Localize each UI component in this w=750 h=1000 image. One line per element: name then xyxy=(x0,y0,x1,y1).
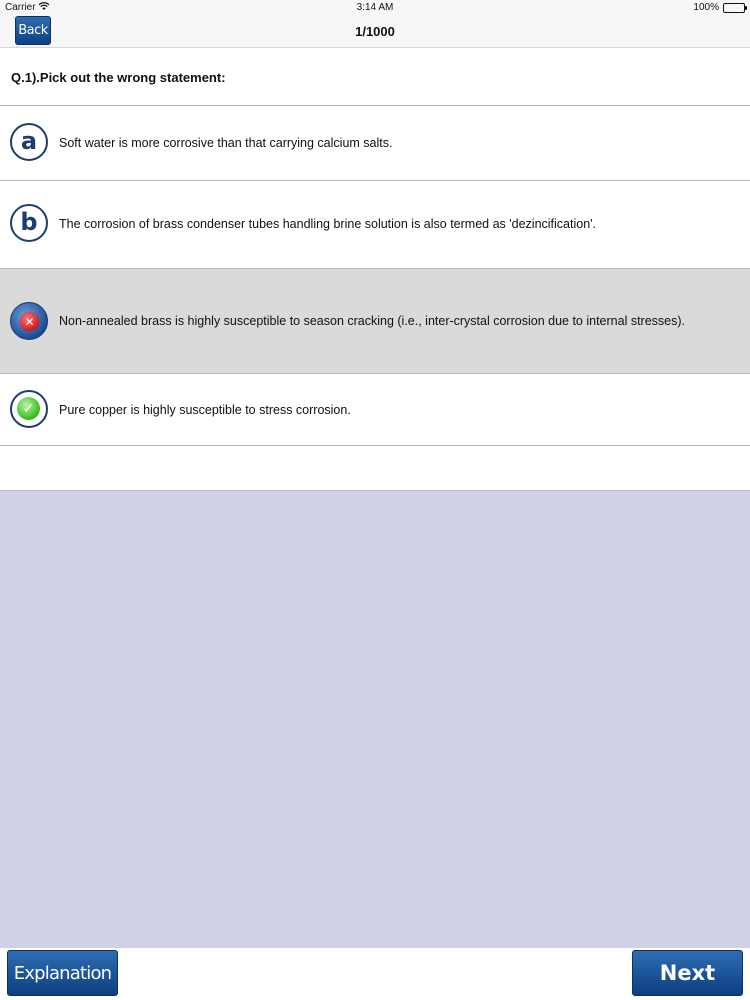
correct-answer-icon: ✓ xyxy=(10,390,48,428)
option-b-text: The corrosion of brass condenser tubes handling brine solution is also termed as 'dezincification'. xyxy=(59,217,597,231)
option-a-text: Soft water is more corrosive than that carrying calcium salts. xyxy=(59,136,393,150)
wrong-answer-icon: ✕ xyxy=(10,302,48,340)
option-c[interactable] xyxy=(0,269,750,374)
blank-row xyxy=(0,446,750,491)
letter-b-icon: b xyxy=(10,204,48,242)
option-b[interactable] xyxy=(0,181,750,269)
question-text: Q.1).Pick out the wrong statement: xyxy=(11,70,226,85)
nav-bar xyxy=(0,16,750,48)
battery-percent: 100% xyxy=(693,2,719,13)
next-button[interactable]: Next xyxy=(632,950,743,996)
explanation-button[interactable]: Explanation xyxy=(7,950,118,996)
bottom-toolbar xyxy=(0,948,750,1000)
question-counter: 1/1000 xyxy=(355,24,395,39)
option-c-text: Non-annealed brass is highly susceptible to season cracking (i.e., inter-crystal corrosion due to internal stresses). xyxy=(59,314,685,328)
option-a[interactable] xyxy=(0,106,750,181)
question-row xyxy=(0,48,750,106)
carrier-label: Carrier xyxy=(5,2,36,13)
clock: 3:14 AM xyxy=(356,2,394,13)
option-d[interactable] xyxy=(0,374,750,446)
option-d-text: Pure copper is highly susceptible to stress corrosion. xyxy=(59,403,351,417)
content-background xyxy=(0,491,750,948)
back-button[interactable]: Back xyxy=(15,16,51,45)
battery-icon xyxy=(723,3,745,13)
letter-a-icon: a xyxy=(10,123,48,161)
status-bar xyxy=(0,0,750,16)
